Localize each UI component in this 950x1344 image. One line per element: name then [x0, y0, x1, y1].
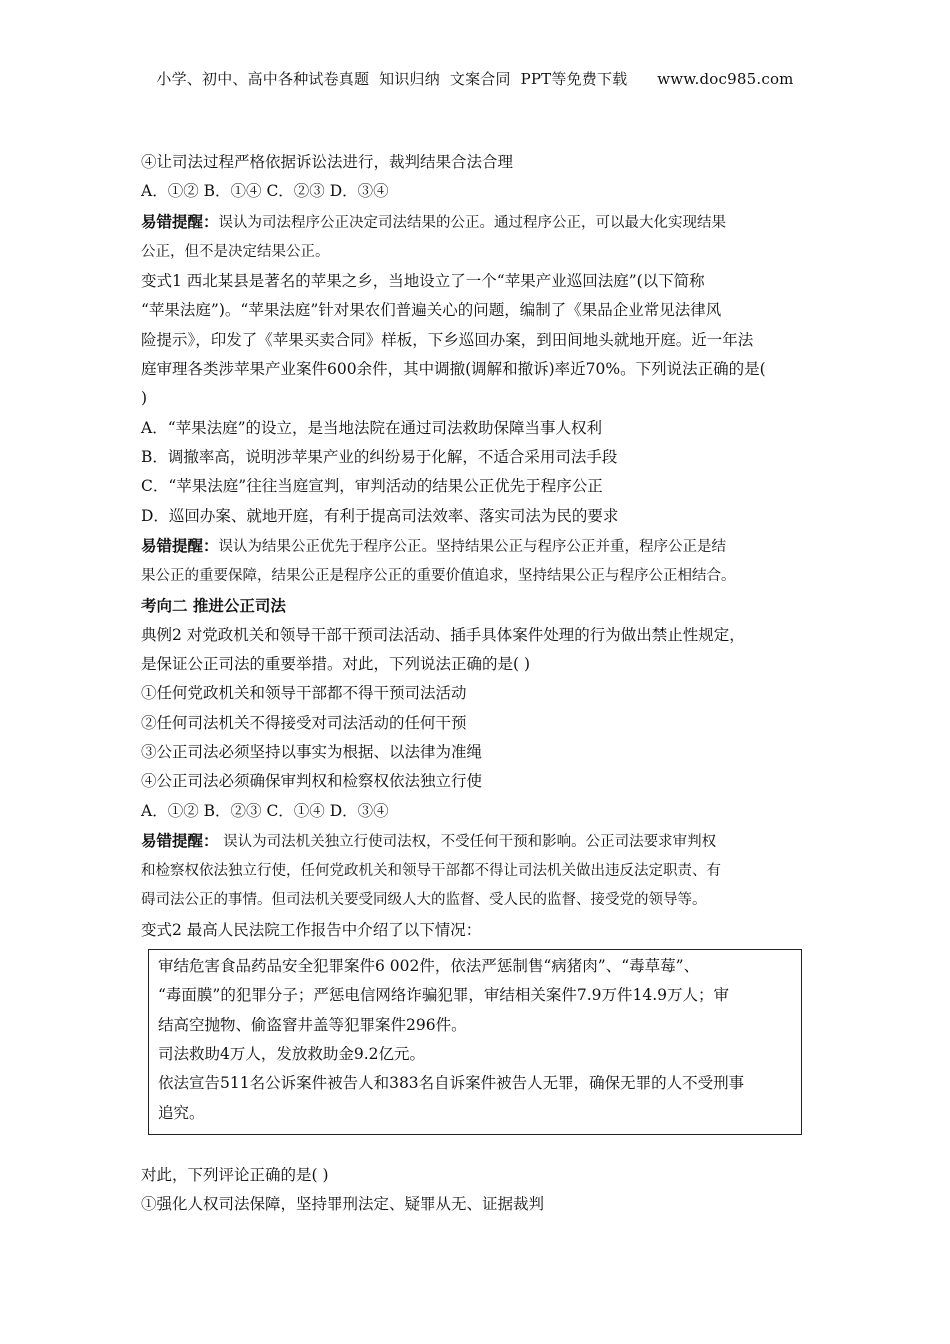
- item-3: ③公正司法必须坚持以事实为根据、以法律为准绳: [141, 742, 483, 761]
- variant1-question-line: ): [141, 389, 148, 408]
- tip-text-continued: 和检察权依法独立行使，任何党政机关和领导干部都不得让司法机关做出违反法定职责、有: [141, 863, 721, 880]
- box-line: 追究。: [158, 1103, 205, 1122]
- answer-options: A．①② B．①④ C．②③ D．③④: [141, 182, 389, 201]
- tip-text-continued: 果公正的重要保障，结果公正是程序公正的重要价值追求，坚持结果公正与程序公正相结合。: [141, 568, 736, 585]
- item-4: ④公正司法必须确保审判权和检察权依法独立行使: [141, 772, 483, 791]
- tip-text: 误认为结果公正优先于程序公正。坚持结果公正与程序公正并重，程序公正是结: [218, 538, 727, 555]
- error-tip: [141, 207, 831, 238]
- item-4: ④让司法过程严格依据诉讼法进行，裁判结果合法合理: [141, 153, 514, 171]
- tip-label: 易错提醒：: [141, 830, 219, 850]
- tip-label: 易错提醒：: [141, 535, 219, 555]
- tip-text-continued: 碍司法公正的事情。但司法机关要受同级人大的监督、受人民的监督、接受党的领导等。: [141, 892, 707, 909]
- tip-text: 误认为司法程序公正决定司法结果的公正。通过程序公正，可以最大化实现结果: [218, 214, 727, 231]
- page-header: 小学、初中、高中各种试卷真题 知识归纳 文案合同 PPT等免费下载 www.doc985.com: [156, 70, 794, 88]
- box-line: “毒面膜”的犯罪分子；严惩电信网络诈骗犯罪，审结相关案件7.9万件14.9万人；审: [158, 986, 730, 1005]
- item-2: ②任何司法机关不得接受对司法活动的任何干预: [141, 713, 467, 732]
- box-line: 司法救助4万人，发放救助金9.2亿元。: [158, 1044, 426, 1063]
- option-b: B．调撤率高，说明涉苹果产业的纠纷易于化解，不适合采用司法手段: [141, 447, 618, 466]
- variant2-intro: 变式2 最高人民法院工作报告中介绍了以下情况：: [141, 920, 482, 939]
- error-tip: [141, 531, 831, 562]
- box-line: 结高空抛物、偷盗窨井盖等犯罪案件296件。: [158, 1015, 467, 1034]
- variant2-question: 对此，下列评论正确的是( ): [141, 1165, 329, 1184]
- option-a: A．“苹果法庭”的设立，是当地法院在通过司法救助保障当事人权利: [141, 418, 603, 437]
- box-line: 依法宣告511名公诉案件被告人和383名自诉案件被告人无罪，确保无罪的人不受刑事: [158, 1074, 745, 1093]
- error-tip: [141, 826, 831, 857]
- box-line: 审结危害食品药品安全犯罪案件6 002件，依法严惩制售“病猪肉”、“毒草莓”、: [158, 957, 700, 976]
- item-1: ①强化人权司法保障，坚持罪刑法定、疑罪从无、证据裁判: [141, 1195, 545, 1214]
- tip-label: 易错提醒：: [141, 211, 219, 231]
- example2-question-line: 是保证公正司法的重要举措。对此，下列说法正确的是( ): [141, 655, 531, 674]
- variant1-question-line: 险提示》，印发了《苹果买卖合同》样板，下乡巡回办案，到田间地头就地开庭。近一年法: [141, 330, 754, 349]
- document-body: [141, 148, 831, 1219]
- item-1: ①任何党政机关和领导干部都不得干预司法活动: [141, 684, 467, 703]
- report-excerpt-box: [148, 949, 802, 1135]
- variant1-question-line: 庭审理各类涉苹果产业案件600余件，其中调撤(调解和撤诉)率近70%。下列说法正确的是(: [141, 360, 766, 379]
- answer-options: A．①② B．②③ C．①④ D．③④: [141, 801, 389, 820]
- section-heading: 考向二 推进公正司法: [141, 596, 286, 616]
- option-c: C．“苹果法庭”往往当庭宣判，审判活动的结果公正优先于程序公正: [141, 477, 603, 496]
- variant1-question-line: 变式1 西北某县是著名的苹果之乡，当地设立了一个“苹果产业巡回法庭”(以下简称: [141, 272, 705, 291]
- option-d: D．巡回办案、就地开庭，有利于提高司法效率、落实司法为民的要求: [141, 506, 619, 525]
- example2-question-line: 典例2 对党政机关和领导干部干预司法活动、插手具体案件处理的行为做出禁止性规定，: [141, 625, 745, 644]
- tip-text-continued: 公正，但不是决定结果公正。: [141, 243, 330, 260]
- tip-text: 误认为司法机关独立行使司法权，不受任何干预和影响。公正司法要求审判权: [218, 833, 717, 850]
- spacer: [141, 1135, 831, 1161]
- variant1-question-line: “苹果法庭”)。“苹果法庭”针对果农们普遍关心的问题，编制了《果品企业常见法律风: [141, 301, 722, 320]
